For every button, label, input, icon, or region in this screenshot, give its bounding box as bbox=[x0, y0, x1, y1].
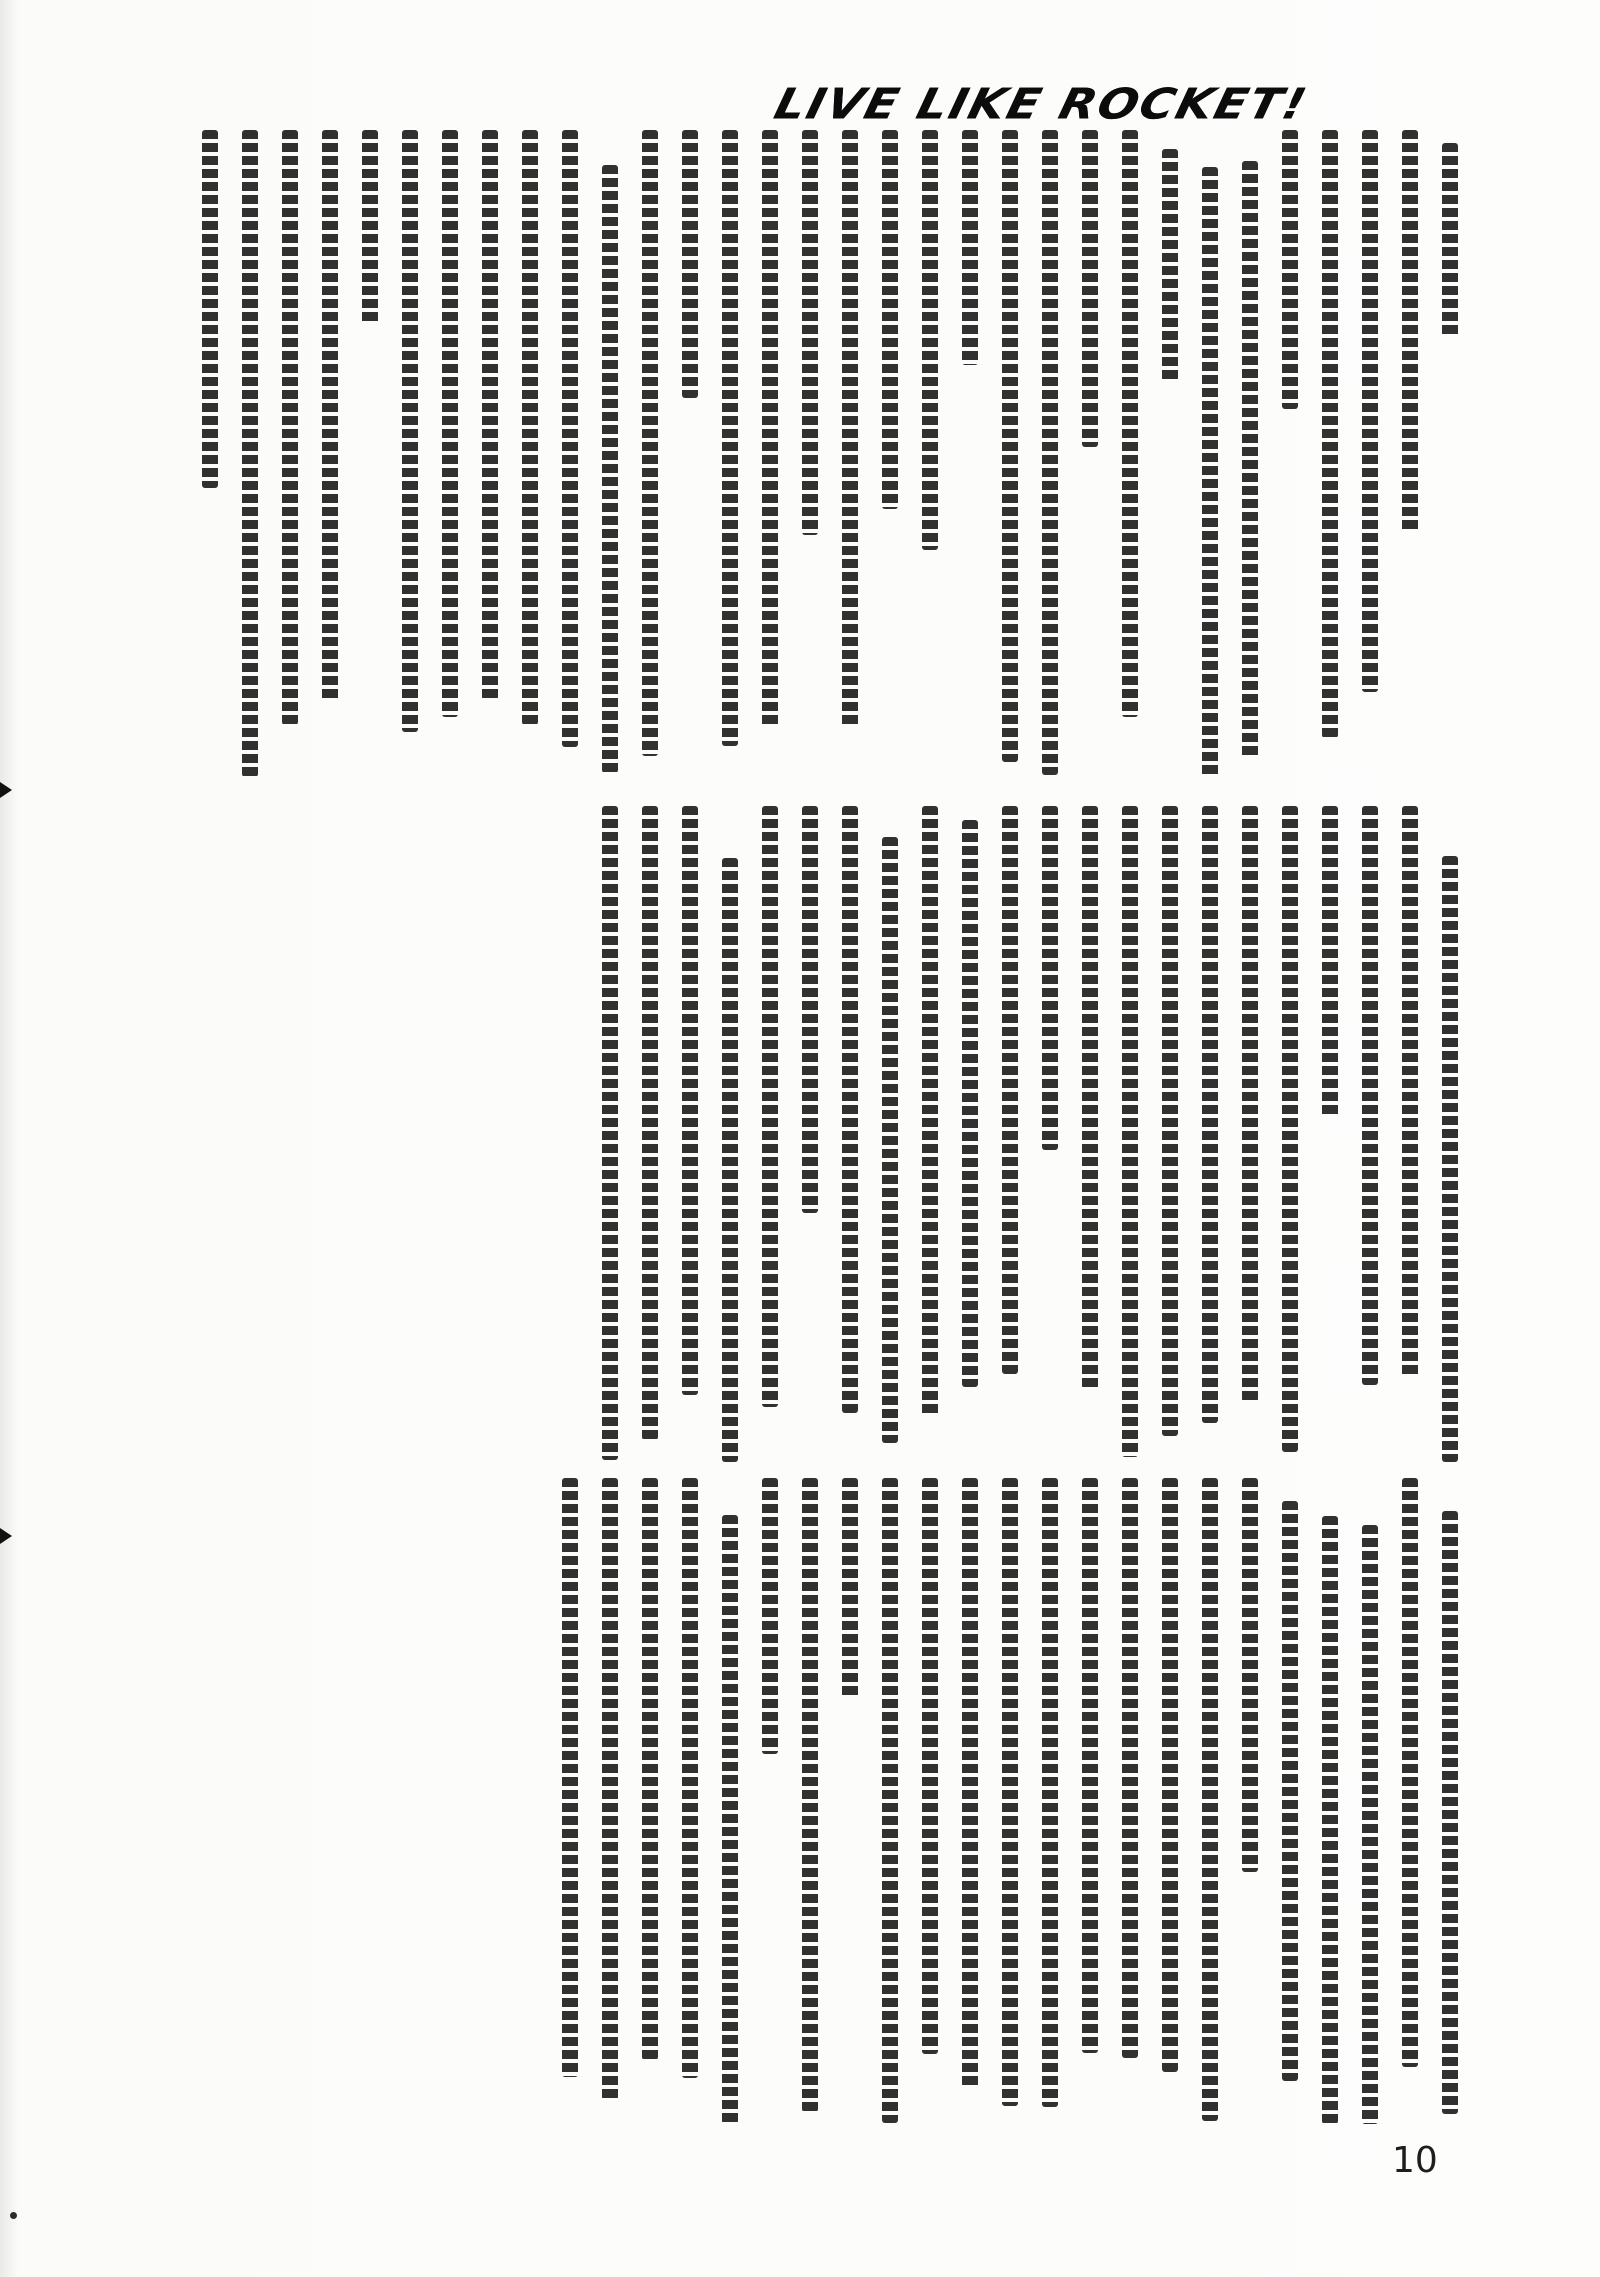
title-logo bbox=[769, 78, 1313, 130]
redacted-text-column bbox=[722, 130, 738, 746]
redacted-text-column bbox=[682, 1478, 698, 2078]
redacted-text-column bbox=[1042, 1478, 1058, 2107]
upper-text-band-redacted bbox=[148, 130, 1458, 778]
redacted-text-column bbox=[802, 1478, 818, 2112]
redacted-text-column bbox=[962, 820, 978, 1387]
redacted-text-column bbox=[1122, 130, 1138, 717]
redacted-text-column bbox=[1162, 149, 1178, 381]
redacted-text-column bbox=[882, 837, 898, 1443]
redacted-text-column bbox=[642, 806, 658, 1440]
title-logo-text: LIVE LIKE ROCKET! bbox=[769, 79, 1313, 129]
redacted-text-column bbox=[602, 806, 618, 1460]
redacted-text-column bbox=[1282, 1501, 1298, 2081]
redacted-text-column bbox=[1442, 856, 1458, 1462]
redacted-text-column bbox=[1402, 1478, 1418, 2067]
redacted-text-column bbox=[1162, 1478, 1178, 2072]
redacted-text-column bbox=[1082, 806, 1098, 1389]
redacted-text-column bbox=[202, 130, 218, 488]
redacted-text-column bbox=[1322, 1516, 1338, 2124]
redacted-text-column bbox=[1042, 806, 1058, 1150]
redacted-text-column bbox=[1002, 1478, 1018, 2106]
lower-text-band-redacted bbox=[534, 1478, 1458, 2124]
page-number: 10 bbox=[1392, 2140, 1438, 2181]
redacted-text-column bbox=[722, 1515, 738, 2124]
redacted-text-column bbox=[762, 130, 778, 727]
redacted-text-column bbox=[882, 1478, 898, 2123]
redacted-text-column bbox=[1122, 806, 1138, 1457]
redacted-text-column bbox=[242, 130, 258, 777]
redacted-text-column bbox=[282, 130, 298, 725]
redacted-text-column bbox=[1082, 130, 1098, 447]
redacted-text-column bbox=[842, 130, 858, 727]
redacted-text-column bbox=[562, 1478, 578, 2077]
redacted-text-column bbox=[1202, 167, 1218, 778]
redacted-text-column bbox=[642, 1478, 658, 2060]
redacted-text-column bbox=[522, 130, 538, 725]
redacted-text-column bbox=[1202, 1478, 1218, 2121]
redacted-text-column bbox=[1322, 130, 1338, 738]
redacted-text-column bbox=[1042, 130, 1058, 775]
redacted-text-column bbox=[842, 1478, 858, 1698]
redacted-text-column bbox=[1402, 130, 1418, 533]
redacted-text-column bbox=[1162, 806, 1178, 1436]
redacted-text-column bbox=[1242, 806, 1258, 1402]
redacted-text-column bbox=[442, 130, 458, 717]
redacted-text-column bbox=[1002, 806, 1018, 1374]
redacted-text-column bbox=[1122, 1478, 1138, 2058]
redacted-text-column bbox=[1362, 130, 1378, 692]
redacted-text-column bbox=[922, 806, 938, 1416]
redacted-text-column bbox=[602, 165, 618, 773]
redacted-text-column bbox=[962, 1478, 978, 2087]
redacted-text-column bbox=[1002, 130, 1018, 762]
redacted-text-column bbox=[722, 858, 738, 1462]
redacted-text-column bbox=[1082, 1478, 1098, 2053]
redacted-text-column bbox=[842, 806, 858, 1413]
redacted-text-column bbox=[922, 130, 938, 550]
redacted-text-column bbox=[1202, 806, 1218, 1423]
redacted-text-column bbox=[922, 1478, 938, 2054]
redacted-text-column bbox=[762, 1478, 778, 1754]
redacted-text-column bbox=[802, 130, 818, 535]
redacted-text-column bbox=[1322, 806, 1338, 1117]
redacted-text-column bbox=[482, 130, 498, 700]
redacted-text-column bbox=[1362, 1525, 1378, 2124]
redacted-text-column bbox=[602, 1478, 618, 2100]
redacted-text-column bbox=[322, 130, 338, 702]
redacted-text-column bbox=[1282, 806, 1298, 1452]
middle-text-band-redacted bbox=[566, 806, 1458, 1462]
redacted-text-column bbox=[1362, 806, 1378, 1385]
redacted-text-column bbox=[642, 130, 658, 756]
redacted-text-column bbox=[1282, 130, 1298, 409]
redacted-text-column bbox=[682, 806, 698, 1395]
redacted-text-column bbox=[962, 130, 978, 365]
redacted-text-column bbox=[1442, 1511, 1458, 2114]
scan-artifact bbox=[10, 2212, 17, 2219]
redacted-text-column bbox=[402, 130, 418, 732]
redacted-text-column bbox=[1442, 143, 1458, 337]
redacted-text-column bbox=[1402, 806, 1418, 1377]
binding-mark bbox=[0, 1528, 12, 1544]
redacted-text-column bbox=[362, 130, 378, 324]
redacted-text-column bbox=[762, 806, 778, 1407]
binding-mark bbox=[0, 782, 12, 798]
redacted-text-column bbox=[882, 130, 898, 509]
redacted-text-column bbox=[1242, 1478, 1258, 1872]
redacted-text-column bbox=[562, 130, 578, 747]
redacted-text-column bbox=[682, 130, 698, 398]
redacted-text-column bbox=[1242, 161, 1258, 759]
redacted-text-column bbox=[802, 806, 818, 1213]
